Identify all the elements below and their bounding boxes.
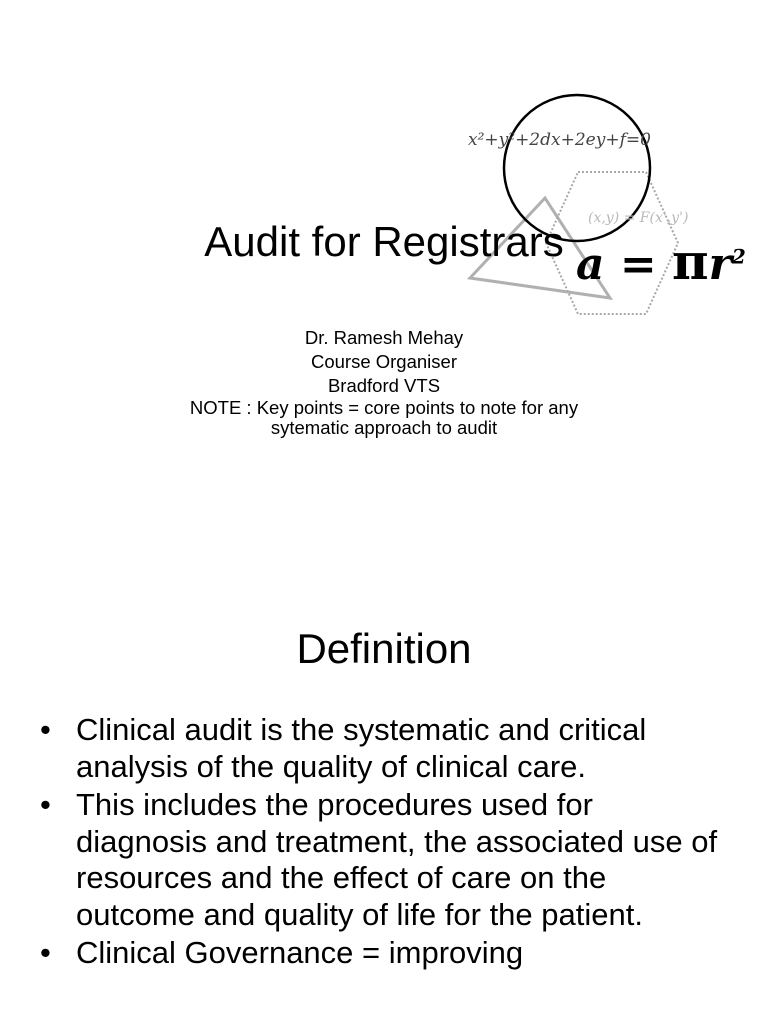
math-illustration [460,90,746,320]
bullet-item [40,787,730,933]
pi-symbol: π [672,232,709,291]
slide-title: Definition [296,625,472,672]
slide-subtitle [0,326,768,438]
organisation: Bradford VTS [327,375,441,396]
author-role: Course Organiser [310,351,457,372]
bullet-list [40,712,730,974]
area-equation-lhs: a = [576,239,673,290]
bullet-item [40,712,730,785]
bullet-item [40,935,730,972]
bullet-dot-icon: • [40,787,51,822]
bullet-dot-icon: • [40,935,51,970]
bullet-text: Clinical audit is the systematic and critical analysis of the quality of clinical care. [76,712,647,784]
author-name: Dr. Ramesh Mehay [304,327,464,348]
note-line-2: sytematic approach to audit [270,417,498,438]
circle-equation: x²+y²+2dx+2ey+f=0 [468,130,651,150]
radius-symbol: r [708,239,732,290]
bullet-dot-icon: • [40,712,51,747]
slide-title: Audit for Registrars [204,218,564,265]
definition-slide [0,576,768,1024]
note-text [0,398,768,438]
bullet-text: This includes the procedures used for diagnosis and treatment, the associated use of resources and the effect of care on the outcome and quality of life for the patient. [76,787,718,932]
exponent: 2 [731,244,746,269]
function-equation: (x,y) = F(x',y') [588,210,689,226]
note-line-1: NOTE : Key points = core points to note for any [189,397,579,418]
bullet-text: Clinical Governance = improving [76,935,524,970]
